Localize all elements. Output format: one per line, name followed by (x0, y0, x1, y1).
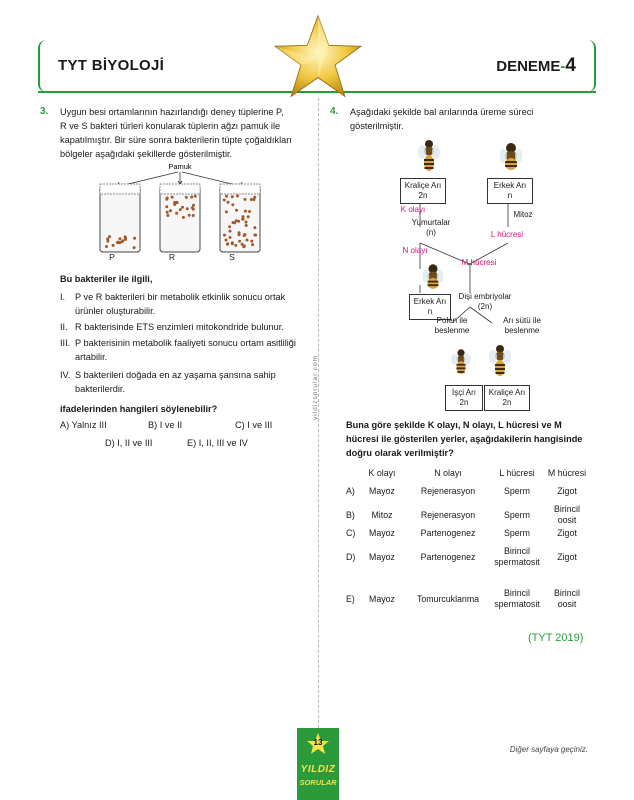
option-e[interactable]: E) I, II, III ve IV (187, 438, 248, 448)
bacteria-dot (242, 218, 245, 221)
question-4-intro: Aşağıdaki şekilde bal arılarında üreme süreci gösterilmiştir. (350, 107, 534, 131)
question-3-intro: Uygun besi ortamlarının hazırlandığı deney tüplerine P, R ve S bakteri türleri konularak tüplerin ağzı pamuk ile kapatılmıştır. Bir süre sonra bakterilerin tüpte çoğaldıkları bölgeler aşağıdaki şekillerde gösterilmiştir. (60, 107, 292, 159)
table-cell: Mayoz (369, 528, 395, 538)
n-event-label: N olayı (402, 246, 428, 255)
bacteria-dot (248, 210, 251, 213)
option-a[interactable]: A) Yalnız III (60, 420, 107, 430)
brand-logo: 13 YILDIZ SORULAR (297, 728, 339, 800)
bacteria-dot (238, 240, 241, 243)
bacteria-dot (231, 203, 234, 206)
table-cell: Birincil oosit (554, 588, 580, 609)
col-header-k: K olayı (368, 468, 396, 478)
table-cell: Mitoz (371, 510, 393, 520)
bacteria-dot (251, 243, 254, 246)
bacteria-dot (252, 198, 255, 201)
queen-bee-icon (418, 138, 440, 172)
bacteria-dot (245, 221, 248, 224)
bacteria-dot (231, 195, 234, 198)
bacteria-dot (246, 239, 249, 242)
table-row-letter[interactable]: C) (346, 528, 356, 538)
table-cell: Rejenerasyon (420, 486, 476, 496)
table-row-letter[interactable]: E) (346, 594, 355, 604)
drone-bee-icon (500, 142, 522, 172)
bacteria-dot (235, 209, 238, 212)
worker-bee-box: İşçi Arı 2n (445, 385, 483, 411)
bee-reproduction-diagram (380, 135, 580, 415)
bacteria-dot (175, 212, 178, 215)
bacteria-dot (233, 221, 236, 224)
option-b[interactable]: B) I ve II (148, 420, 183, 430)
bacteria-dot (112, 244, 115, 247)
table-cell: Partenogenez (420, 552, 476, 562)
bacteria-dot (133, 237, 136, 240)
question-4-prompt: Buna göre şekilde K olayı, N olayı, L hücresi ve M hücresi ile gösterilen yerler, aşağıdakilerin hangisinde doğru olarak verilmiştir? (346, 420, 583, 458)
pollen-feeding-label: Polen ile beslenme (434, 316, 470, 335)
table-cell: Zigot (557, 528, 577, 538)
bacteria-dot (244, 210, 247, 213)
queen-bee-icon-2 (489, 342, 511, 378)
bacteria-dot (166, 214, 169, 217)
worker-bee-icon (451, 348, 471, 376)
bacteria-dot (120, 240, 123, 243)
question-4-number: 4. (330, 106, 339, 117)
female-embryos-label: Dişi embriyolar (2n) (458, 292, 512, 311)
bacteria-dot (166, 197, 169, 200)
bacteria-dot (194, 195, 197, 198)
question-3-lead: Bu bakteriler ile ilgili, (60, 274, 153, 284)
table-cell: Birincil spermatosit (494, 546, 540, 567)
table-row-letter[interactable]: D) (346, 552, 356, 562)
question-3-number: 3. (40, 106, 49, 117)
page-number: 13 (313, 738, 323, 747)
k-event-label: K olayı (400, 205, 426, 214)
bacteria-dot (166, 211, 169, 214)
tube-label-p: P (109, 252, 115, 262)
table-cell: Birincil spermatosit (494, 588, 540, 609)
table-cell: Mayoz (369, 552, 395, 562)
bacteria-dot (225, 195, 228, 198)
bacteria-dot (192, 204, 195, 207)
bacteria-dot (234, 244, 237, 247)
bacteria-dot (253, 226, 256, 229)
exam-title: DENEME-4 (496, 55, 576, 76)
bacteria-dot (227, 201, 230, 204)
tube-label-r: R (168, 252, 176, 262)
bacteria-tubes-figure (92, 160, 272, 260)
bacteria-dot (192, 214, 195, 217)
bacteria-dot (223, 234, 226, 237)
bacteria-dot (181, 206, 184, 209)
bacteria-dot (171, 196, 174, 199)
bacteria-dot (243, 233, 246, 236)
m-cell-label: M hücresi (461, 258, 497, 267)
bacteria-dot (188, 214, 191, 217)
l-cell-label: L hücresi (490, 230, 524, 239)
bacteria-dot (231, 242, 234, 245)
bacteria-dot (247, 215, 250, 218)
bacteria-dot (105, 245, 108, 248)
statement-3: III. P bakterisinin metabolik faaliyeti sonucu ortam asitliliği artabilir. (60, 338, 296, 362)
table-cell: Mayoz (369, 486, 395, 496)
drone-bee-icon-2 (423, 262, 443, 292)
subject-title: TYT BİYOLOJİ (58, 57, 165, 74)
table-cell: Sperm (504, 510, 530, 520)
statement-2: II. R bakterisinde ETS enzimleri mitokondride bulunur. (60, 322, 284, 332)
table-cell: Mayoz (369, 594, 395, 604)
table-cell: Sperm (504, 528, 530, 538)
bacteria-dot (225, 210, 228, 213)
bacteria-dot (106, 240, 109, 243)
next-page-note: Diğer sayfaya geçiniz. (509, 745, 588, 754)
queen-bee-box: Kraliçe Arı 2n (400, 178, 446, 204)
table-row-letter[interactable]: A) (346, 486, 355, 496)
table-cell: Partenogenez (420, 528, 476, 538)
bacteria-dot (245, 224, 248, 227)
bacteria-dot (236, 195, 239, 198)
bacteria-dot (108, 235, 111, 238)
bacteria-dot (244, 198, 247, 201)
bacteria-dot (250, 240, 253, 243)
drone-bee-box: Erkek Arı n (487, 178, 533, 204)
bacteria-dot (223, 199, 226, 202)
bacteria-dot (133, 246, 136, 249)
site-watermark: yildizsorular.com (312, 354, 319, 420)
bacteria-dot (250, 198, 253, 201)
bacteria-dot (185, 196, 188, 199)
star-icon (273, 14, 363, 100)
statement-4: IV. S bakterileri doğada en az yaşama şansına sahip bakterilerdir. (60, 370, 276, 394)
mitosis-label: Mitoz (513, 210, 533, 219)
bacteria-dot (182, 216, 185, 219)
tube-label-s: S (229, 252, 235, 262)
cotton-label: Pamuk (168, 162, 192, 171)
table-cell: Zigot (557, 552, 577, 562)
bacteria-dot (238, 231, 241, 234)
col-header-n: N olayı (434, 468, 462, 478)
bacteria-dot (179, 208, 182, 211)
option-c[interactable]: C) I ve III (235, 420, 273, 430)
table-cell: Rejenerasyon (420, 510, 476, 520)
table-cell: Zigot (557, 486, 577, 496)
bacteria-dot (229, 236, 232, 239)
drone-bee-box-2: Erkek Arı n (409, 294, 451, 320)
bacteria-dot (241, 243, 244, 246)
bacteria-dot (190, 196, 193, 199)
source-label: (TYT 2019) (528, 632, 584, 644)
col-header-l: L hücresi (499, 468, 535, 478)
table-cell: Sperm (504, 486, 530, 496)
eggs-label: Yumurtalar (n) (411, 218, 451, 237)
option-d[interactable]: D) I, II ve III (105, 438, 153, 448)
bacteria-dot (228, 225, 231, 228)
question-3-prompt: ifadelerinden hangileri söylenebilir? (60, 404, 218, 414)
bacteria-dot (226, 242, 229, 245)
statement-1: I. P ve R bakterileri bir metabolik etkinlik sonucu ortak ürünler oluşturabilir. (60, 292, 286, 316)
bacteria-dot (124, 238, 127, 241)
col-header-m: M hücresi (547, 468, 587, 478)
queen-bee-box-2: Kraliçe Arı 2n (484, 385, 530, 411)
table-cell: Birincil oosit (554, 504, 580, 525)
bacteria-dot (192, 208, 195, 211)
bacteria-dot (225, 239, 228, 242)
bacteria-dot (237, 220, 240, 223)
bacteria-dot (116, 241, 119, 244)
bacteria-dot (169, 209, 172, 212)
bacteria-dot (119, 237, 122, 240)
bacteria-dot (165, 205, 168, 208)
bacteria-dot (229, 230, 232, 233)
bacteria-dot (254, 234, 257, 237)
table-row-letter[interactable]: B) (346, 510, 355, 520)
bacteria-dot (186, 207, 189, 210)
bacteria-dot (173, 203, 176, 206)
royal-jelly-feeding-label: Arı sütü ile beslenme (503, 316, 541, 335)
table-cell: Tomurcuklanma (416, 594, 480, 604)
